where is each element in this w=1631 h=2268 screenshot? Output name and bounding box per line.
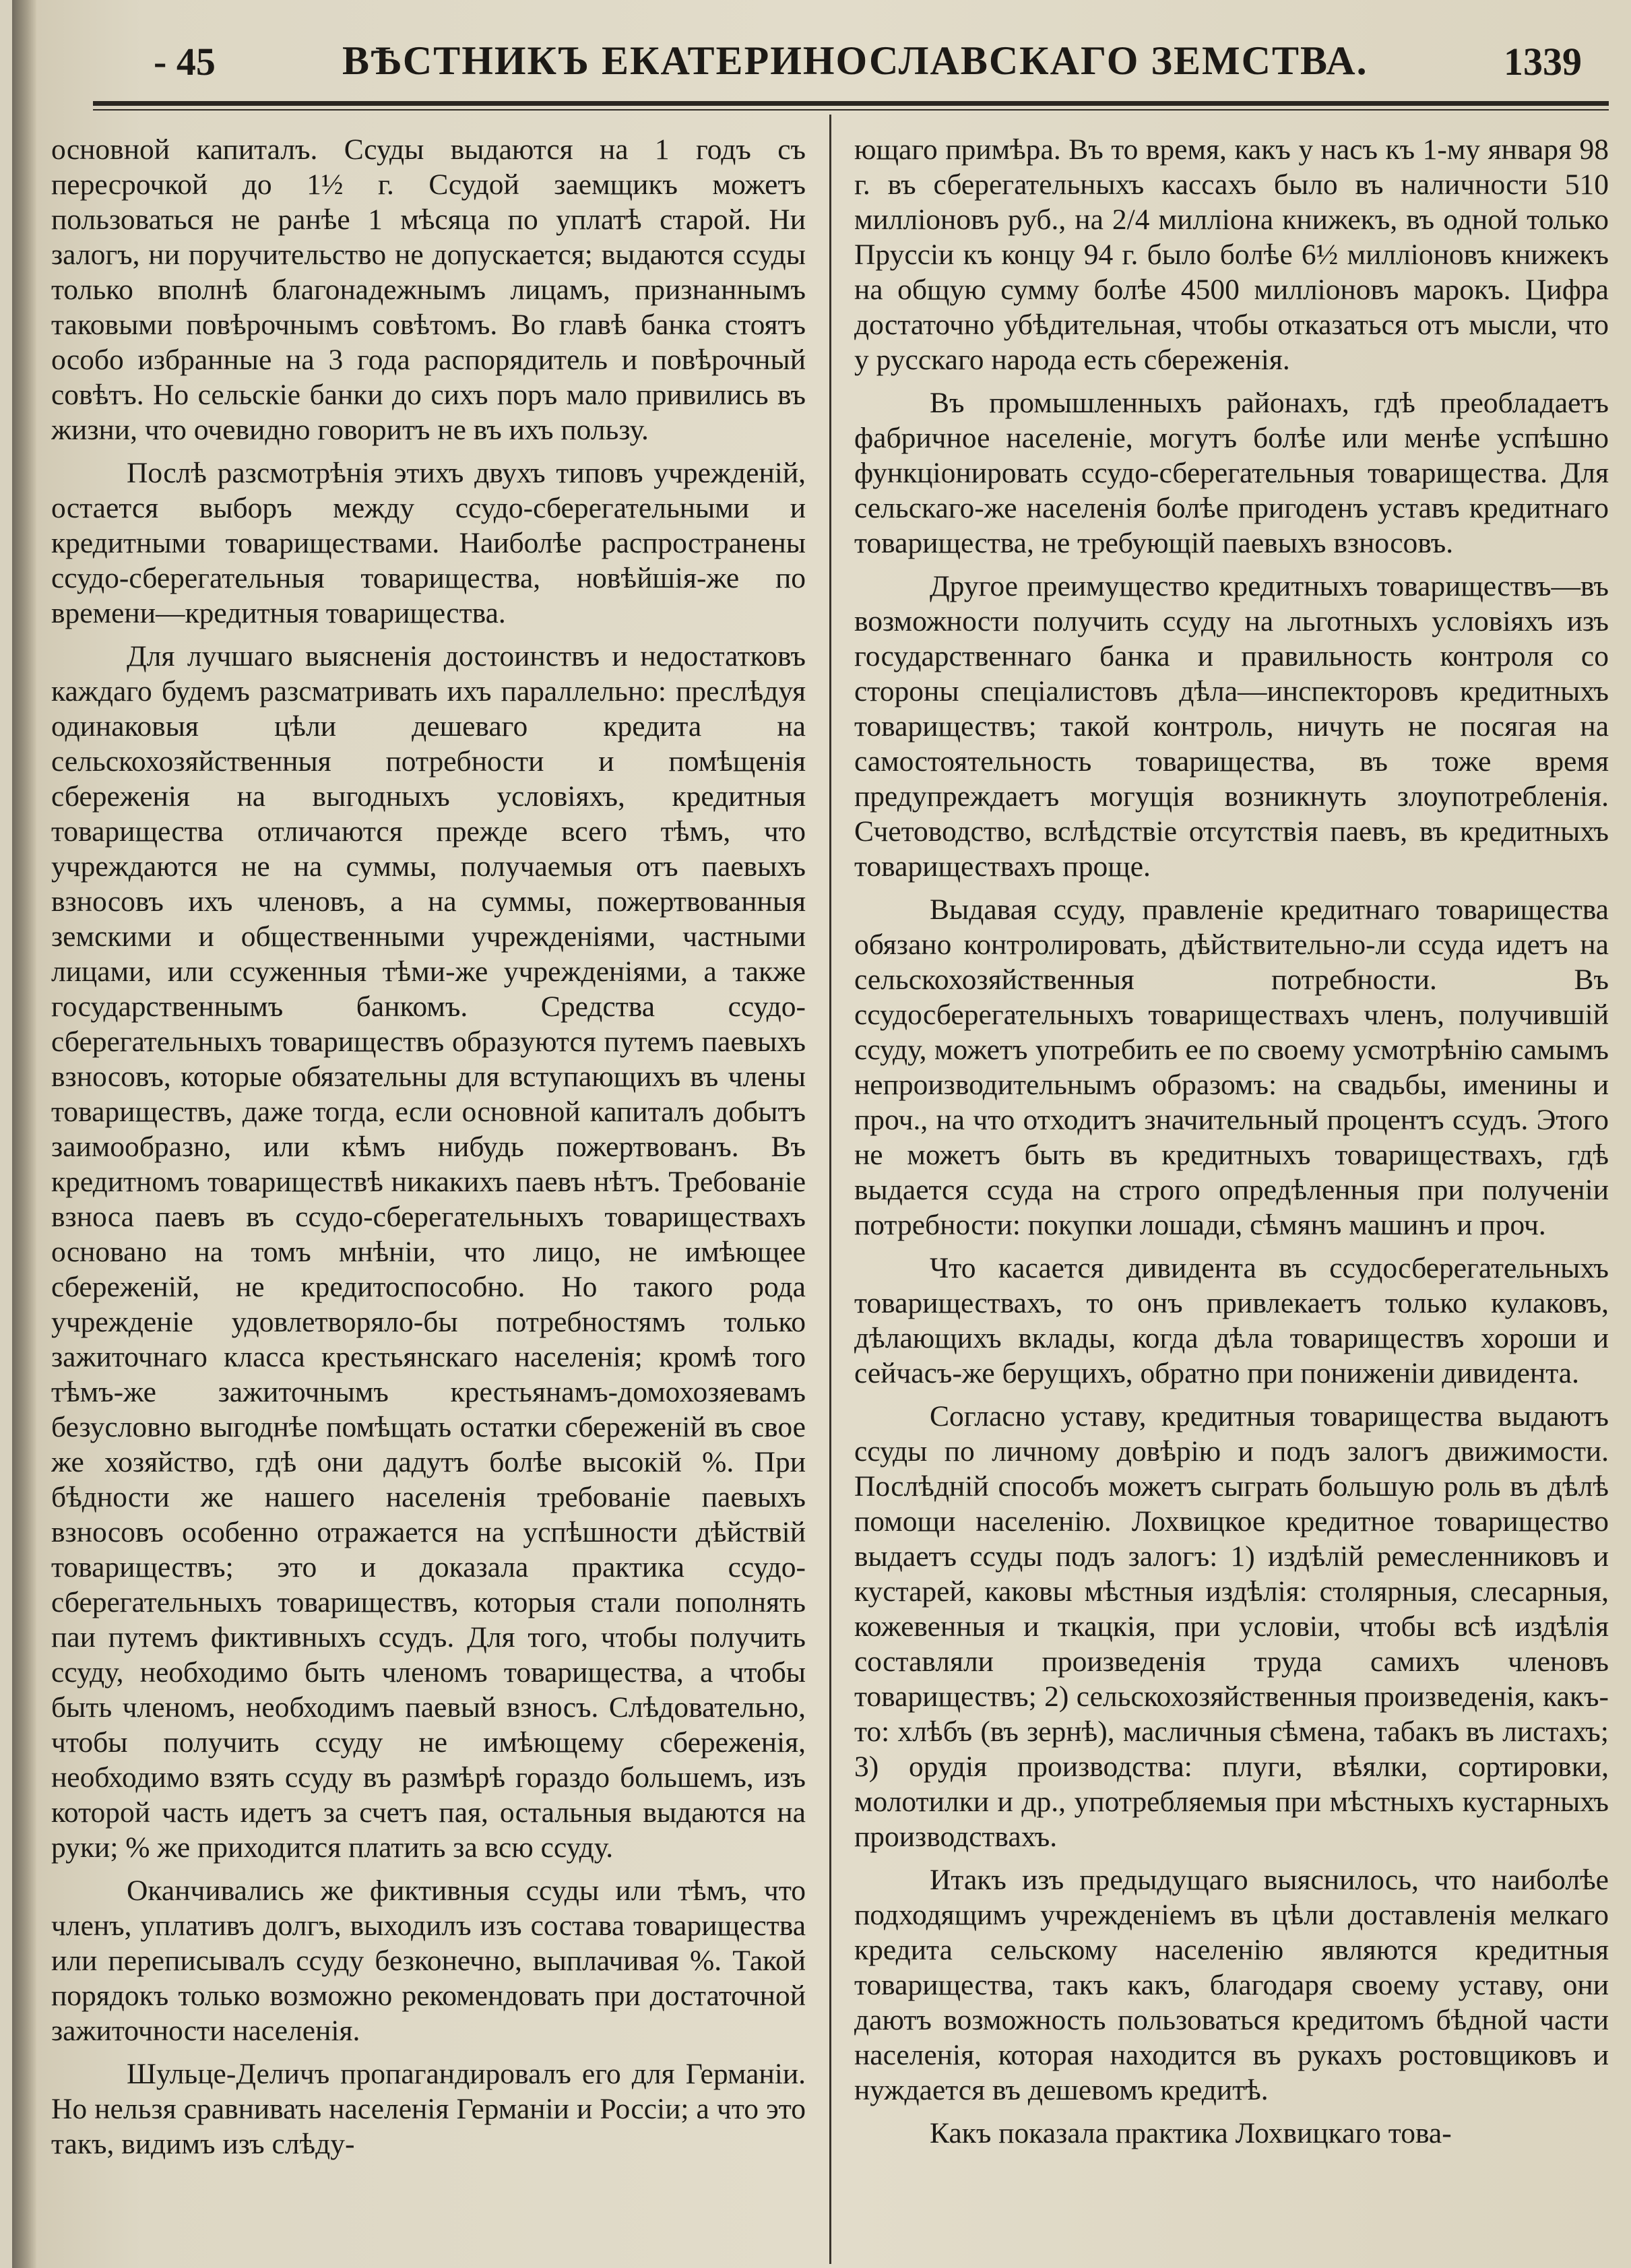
newspaper-page [12, 0, 1631, 2268]
paragraph: ющаго примѣра. Въ то время, какъ у насъ къ 1-му января 98 г. въ сберегательныхъ кассахъ было въ наличности 510 милліоновъ руб., на 2/4 милліона книжекъ, въ одной только Пруссіи къ концу 94 г. было болѣе 6½ милліоновъ книжекъ на общую сумму болѣе 4500 милліоновъ марокъ. Цифра достаточно убѣдительная, чтобы отказаться отъ мысли, что у русскаго народа есть сбереженія. [854, 133, 1609, 376]
paragraph: Шульце-Деличъ пропагандировалъ его для Германіи. Но нельзя сравнивать населенія Германіи и Россіи; а что это такъ, видимъ изъ слѣду- [51, 2058, 806, 2160]
page-header [79, 27, 1609, 88]
page-binding-edge [12, 0, 36, 2268]
paragraph: Что касается дивидента въ ссудосберегательныхъ товариществахъ, то онъ привлекаетъ только кулаковъ, дѣлающихъ вклады, когда дѣла товариществъ хороши и сейчасъ-же берущихъ, обратно при пониженіи дивидента. [854, 1252, 1609, 1389]
paragraph: Оканчивались же фиктивныя ссуды или тѣмъ, что членъ, уплативъ долгъ, выходилъ изъ состава товарищества или переписывалъ ссуду безконечно, выплачивая %. Такой порядокъ только возможно рекомендовать при достаточной зажиточности населенія. [51, 1875, 806, 2047]
page-number-left: - 45 [154, 40, 216, 84]
header-rule-thin [93, 109, 1609, 111]
page-number-right: 1339 [1504, 40, 1582, 84]
paragraph: основной капиталъ. Ссуды выдаются на 1 годъ съ пересрочкой до 1½ г. Ссудой заемщикъ можетъ пользоваться не ранѣе 1 мѣсяца по уплатѣ старой. Ни залогъ, ни поручительство не допускается; выдаются ссуды только вполнѣ благонадежнымъ лицамъ, признаннымъ таковыми повѣрочнымъ совѣтомъ. Во главѣ банка стоятъ особо избранные на 3 года распорядитель и повѣрочный совѣтъ. Но сельскіе банки до сихъ поръ мало привились въ жизни, что очевидно говоритъ не въ ихъ пользу. [51, 133, 806, 446]
paragraph: Для лучшаго выясненія достоинствъ и недостатковъ каждаго будемъ разсматривать ихъ параллельно: преслѣдуя одинаковыя цѣли дешеваго кредита на сельскохозяйственныя потребности и помѣщенія сбереженія на выгодныхъ условіяхъ, кредитныя товарищества отличаются прежде всего тѣмъ, что учреждаются не на суммы, получаемыя отъ паевыхъ взносовъ ихъ членовъ, а на суммы, пожертвованныя земскими и общественными учрежденіями, частными лицами, или ссуженныя тѣми-же учрежденіями, а также государственнымъ банкомъ. Средства ссудо-сберегательныхъ товариществъ образуются путемъ паевыхъ взносовъ, которые обязательны для вступающихъ въ члены товариществъ, даже тогда, если основной капиталъ добытъ заимообразно, или кѣмъ нибудь пожертвованъ. Въ кредитномъ товариществѣ никакихъ паевъ нѣтъ. Требованіе взноса паевъ въ ссудо-сберегательныхъ товариществахъ основано на томъ мнѣніи, что лицо, не имѣющее сбереженій, не кредитоспособно. Но такого рода учрежденіе удовлетворяло-бы потребностямъ только зажиточнаго класса крестьянскаго населенія; кромѣ того тѣмъ-же зажиточнымъ крестьянамъ-домохозяевамъ безусловно выгоднѣе помѣщать остатки сбереженій въ свое же хозяйство, гдѣ они дадутъ болѣе высокій %. При бѣдности же нашего населенія требованіе паевыхъ взносовъ особенно отражается на успѣшности дѣйствій товариществъ; это и доказала практика ссудо-сберегательныхъ товариществъ, которыя стали пополнять паи путемъ фиктивныхъ ссудъ. Для того, чтобы получить ссуду, необходимо быть членомъ товарищества, а чтобы быть членомъ, необходимъ паевый взносъ. Слѣдовательно, чтобы получить ссуду не имѣющему сбереженія, необходимо взять ссуду въ размѣрѣ гораздо большемъ, изъ которой часть идетъ за счетъ пая, остальныя выдаются на руки; % же приходится платить за всю ссуду. [51, 640, 806, 1864]
paragraph: Послѣ разсмотрѣнія этихъ двухъ типовъ учрежденій, остается выборъ между ссудо-сберегательными и кредитными товариществами. Наиболѣе распространены ссудо-сберегательныя товарищества, новѣйшія-же по времени—кредитныя товарищества. [51, 457, 806, 629]
paragraph: Какъ показала практика Лохвицкаго това- [930, 2117, 1452, 2149]
paragraph: Выдавая ссуду, правленіе кредитнаго товарищества обязано контролировать, дѣйствительно-ли ссуда идетъ на сельскохозяйственныя потребности. Въ ссудосберегательныхъ товариществахъ членъ, получившій ссуду, можетъ употребить ее по своему усмотрѣнію самымъ непроизводительнымъ образомъ: на свадьбы, именины и проч., на что отходитъ значительный процентъ ссудъ. Этого не можетъ быть въ кредитныхъ товариществахъ, гдѣ выдается ссуда на строго опредѣленныя при полученіи потребности: покупки лошади, сѣмянъ машинъ и проч. [854, 893, 1609, 1241]
right-column [854, 132, 1609, 2255]
journal-title: ВѢСТНИКЪ ЕКАТЕРИНОСЛАВСКАГО ЗЕМСТВА. [342, 38, 1368, 83]
paragraph: Согласно уставу, кредитныя товарищества выдаютъ ссуды по личному довѣрію и подъ залогъ движимости. Послѣдній способъ можетъ сыграть большую роль въ дѣлѣ помощи населенію. Лохвицкое кредитное товарищество выдаетъ ссуды подъ залогъ: 1) издѣлій ремесленниковъ и кустарей, каковы мѣстныя издѣлія: столярныя, слесарныя, кожевенныя и ткацкія, при условіи, чтобы всѣ издѣлія составляли произведенія труда самихъ членовъ товариществъ; 2) сельскохозяйственныя произведенія, какъ-то: хлѣбъ (въ зернѣ), масличныя сѣмена, табакъ въ листахъ; 3) орудія производства: плуги, вѣялки, сортировки, молотилки и др., употребляемыя при мѣстныхъ кустарныхъ производствахъ. [854, 1400, 1609, 1853]
column-divider [829, 115, 831, 2264]
paragraph: Другое преимущество кредитныхъ товариществъ—въ возможности получить ссуду на льготныхъ условіяхъ изъ государственнаго банка и правильность контроля со стороны спеціалистовъ дѣла—инспекторовъ кредитныхъ товариществъ; такой контроль, ничуть не посягая на самостоятельность товарищества, въ тоже время предупреждаетъ могущія возникнуть злоупотребленія. Счетоводство, вслѣдствіе отсутствія паевъ, въ кредитныхъ товариществахъ проще. [854, 570, 1609, 883]
paragraph: Итакъ изъ предыдущаго выяснилось, что наиболѣе подходящимъ учрежденіемъ въ цѣли доставленія мелкаго кредита сельскому населенію являются кредитныя товарищества, такъ какъ, благодаря своему уставу, они даютъ возможность пользоваться кредитомъ бѣдной части населенія, которая находится въ рукахъ ростовщиковъ и нуждается въ дешевомъ кредитѣ. [854, 1864, 1609, 2106]
left-column [51, 132, 806, 2255]
header-rule [93, 101, 1609, 106]
paragraph: Въ промышленныхъ районахъ, гдѣ преобладаетъ фабричное населеніе, могутъ болѣе или менѣе успѣшно функціонировать ссудо-сберегательныя товарищества. Для сельскаго-же населенія болѣе пригоденъ уставъ кредитнаго товарищества, не требующій паевыхъ взносовъ. [854, 387, 1609, 559]
